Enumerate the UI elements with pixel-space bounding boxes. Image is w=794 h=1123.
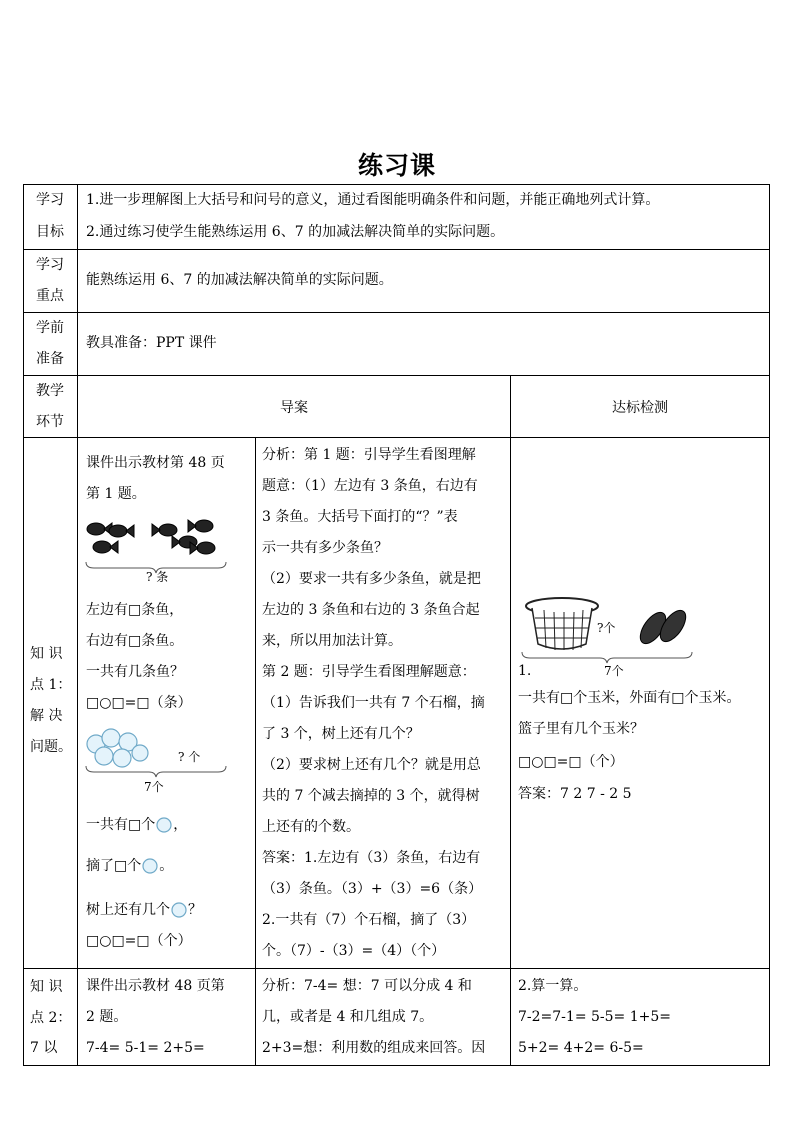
pomegranate-left-label: 树上还有几个	[86, 902, 170, 918]
analysis-line: 题意：（1）左边有 3 条鱼，右边有	[262, 478, 478, 494]
kp2-check-line: 5+2= 4+2= 6-5=	[518, 1040, 644, 1056]
table-rule	[23, 375, 770, 376]
analysis-line: 分析：第 1 题：引导学生看图理解	[262, 447, 476, 463]
pomegranate-icon	[155, 817, 173, 833]
kp2-label: 点 2：	[30, 1010, 72, 1026]
fish-right-count: 右边有□条鱼。	[86, 633, 184, 649]
pomegranate-total-label: 一共有□个	[86, 817, 156, 833]
goal-line: 1.进一步理解图上大括号和问号的意义，通过看图能明确条件和问题，并能正确地列式计算。	[86, 192, 660, 208]
fish-left-count: 左边有□条鱼，	[86, 602, 184, 618]
analysis-line: （1）告诉我们一共有 7 个石榴，摘	[262, 695, 485, 711]
fish-caption: ? 条	[146, 570, 169, 584]
kp2-check-line: 2.算一算。	[518, 978, 588, 994]
corn-question-mark: ?个	[597, 621, 616, 635]
check-line: 一共有□个玉米，外面有□个玉米。	[518, 690, 741, 706]
pomegranate-picked-label: 摘了□个	[86, 858, 142, 874]
analysis-line: （2）要求树上还有几个？就是用总	[262, 757, 481, 773]
kp2-analysis-line: 2+3=想：利用数的组成来回答。因	[262, 1040, 486, 1056]
analysis-line: 3 条鱼。大括号下面打的“？”表	[262, 509, 458, 525]
kp1-label: 解 决	[30, 708, 63, 724]
kp2-guide-line: 2 题。	[86, 1009, 128, 1025]
key-points-label: 学习	[36, 257, 64, 273]
guide-column-header: 导案	[280, 400, 308, 416]
kp2-guide-line: 课件出示教材 48 页第	[86, 978, 225, 994]
pomegranate-picked-text: 摘了□个 。	[86, 858, 174, 874]
table-rule	[255, 437, 256, 1066]
goals-label: 目标	[36, 224, 64, 240]
analysis-line: 第 2 题：引导学生看图理解题意：	[262, 664, 476, 680]
pomegranate-left-question: 树上还有几个 ？	[86, 902, 202, 918]
analysis-line: 了 3 个，树上还有几个？	[262, 726, 420, 742]
table-rule	[510, 375, 511, 1066]
check-formula: □○□=□（个）	[518, 754, 624, 770]
kp2-check-line: 7-2=7-1= 5-5= 1+5=	[518, 1009, 672, 1025]
analysis-line: 上还有的个数。	[262, 819, 360, 835]
key-points-label: 重点	[36, 288, 64, 304]
kp1-intro: 课件出示教材第 48 页	[86, 455, 225, 471]
kp2-label: 7 以	[30, 1040, 58, 1056]
analysis-line: （3）条鱼。（3）+（3）=6（条）	[262, 881, 483, 897]
analysis-line: 个。（7）-（3）=（4）（个）	[262, 943, 446, 959]
kp1-intro: 第 1 题。	[86, 486, 146, 502]
page-title: 练习课	[357, 151, 436, 180]
pomegranate-question-mark: ? 个	[178, 750, 201, 764]
goal-line: 2.通过练习使学生能熟练运用 6、7 的加减法解决简单的实际问题。	[86, 224, 505, 240]
table-rule	[23, 249, 770, 250]
table-rule	[23, 437, 770, 438]
fish-formula: □○□=□（条）	[86, 695, 192, 711]
analysis-line: 共的 7 个减去摘掉的 3 个，就得树	[262, 788, 480, 804]
check-column-header: 达标检测	[612, 400, 668, 416]
analysis-line: 来，所以用加法计算。	[262, 633, 402, 649]
table-rule	[23, 312, 770, 313]
pomegranate-icon	[170, 902, 188, 918]
prep-text: 教具准备：PPT 课件	[86, 335, 217, 351]
kp2-label: 知 识	[30, 979, 63, 995]
analysis-line: 2.一共有（7）个石榴，摘了（3）	[262, 912, 476, 928]
kp2-analysis-line: 几，或者是 4 和几组成 7。	[262, 1009, 434, 1025]
table-rule	[23, 968, 770, 969]
check-item-number: 1.	[518, 663, 532, 679]
kp2-guide-line: 7-4= 5-1= 2+5=	[86, 1040, 205, 1056]
pomegranate-icon	[141, 858, 159, 874]
check-line: 篮子里有几个玉米？	[518, 721, 644, 737]
kp1-label: 问题。	[30, 739, 72, 755]
kp2-analysis-line: 分析：7-4= 想：7 可以分成 4 和	[262, 978, 472, 994]
check-answer: 答案：7 2 7 - 2 5	[518, 786, 632, 802]
kp1-label: 点 1：	[30, 677, 72, 693]
table-rule	[769, 184, 770, 1066]
corn-total: 7个	[604, 664, 624, 678]
analysis-line: 左边的 3 条鱼和右边的 3 条鱼合起	[262, 602, 480, 618]
table-rule	[77, 184, 78, 1066]
stage-label: 教学	[36, 383, 64, 399]
kp1-label: 知 识	[30, 646, 63, 662]
stage-label: 环节	[36, 414, 64, 430]
analysis-line: 答案：1.左边有（3）条鱼，右边有	[262, 850, 481, 866]
table-rule	[23, 1065, 770, 1066]
pomegranate-total: 7个	[144, 780, 164, 794]
prep-label: 准备	[36, 351, 64, 367]
table-rule	[23, 184, 24, 1066]
goals-label: 学习	[36, 192, 64, 208]
pomegranate-total-text: 一共有□个 ，	[86, 817, 188, 833]
prep-label: 学前	[36, 320, 64, 336]
analysis-line: 示一共有多少条鱼？	[262, 540, 388, 556]
analysis-line: （2）要求一共有多少条鱼，就是把	[262, 571, 481, 587]
key-points-text: 能熟练运用 6、7 的加减法解决简单的实际问题。	[86, 272, 393, 288]
pomegranate-formula: □○□=□（个）	[86, 933, 192, 949]
fish-question: 一共有几条鱼？	[86, 664, 184, 680]
